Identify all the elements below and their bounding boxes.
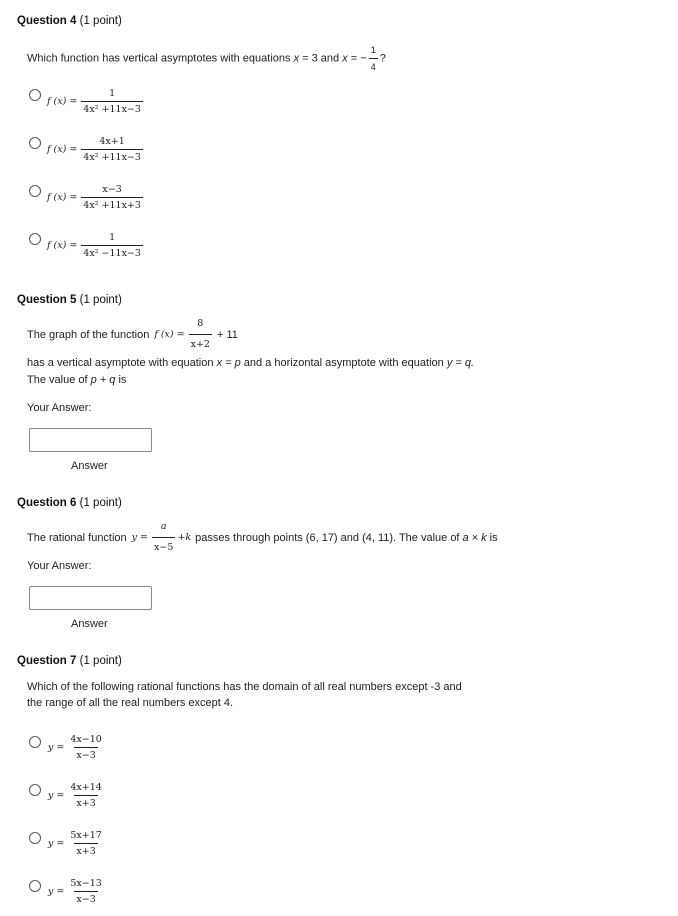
q7-option-1-radio[interactable] bbox=[29, 736, 41, 748]
your-answer-label: Your Answer: bbox=[27, 560, 92, 572]
your-answer-label: Your Answer: bbox=[27, 402, 92, 414]
q7-option-2-expression: y = $\frac{4x+14}{x+3}$ bbox=[48, 782, 102, 809]
q4-option-3-expression: f (x) = $\frac{x-3}{\text{4x² +11x+3}}$ bbox=[47, 184, 141, 211]
question-points: (1 point) bbox=[79, 497, 122, 509]
q4-option-1-radio[interactable] bbox=[29, 89, 41, 101]
question-5-heading bbox=[17, 294, 122, 306]
question-number: Question 5 bbox=[17, 294, 77, 306]
question-7-line-2: the range of all the real numbers except 4. bbox=[27, 697, 234, 709]
question-4-heading bbox=[17, 15, 122, 27]
question-points: (1 point) bbox=[79, 15, 122, 27]
question-5-line-2: has a vertical asymptote with equation x = p and a horizontal asymptote with equation y = q. bbox=[27, 357, 475, 369]
q4-option-1-expression: f (x) = $\frac{1}{\text{4x² +11x−3}}$ bbox=[47, 88, 141, 115]
q6-answer-input[interactable] bbox=[29, 586, 152, 610]
q7-option-4-radio[interactable] bbox=[29, 880, 41, 892]
question-7-line-1: Which of the following rational functions has the domain of all real numbers except -3 and bbox=[27, 681, 462, 693]
q4-option-4-radio[interactable] bbox=[29, 233, 41, 245]
question-number: Question 6 bbox=[17, 497, 77, 509]
q5-answer-input[interactable] bbox=[29, 428, 152, 452]
q7-option-1-expression: y = $\frac{4x-10}{x-3}$ bbox=[48, 734, 102, 761]
question-number: Question 7 bbox=[17, 655, 77, 667]
question-6-prompt: The rational function y = $\frac{a}{x-5}$ +k passes through points (6, 17) and (4, 11). The value of a × k is bbox=[27, 519, 498, 556]
q4-option-4-expression: f (x) = $\frac{1}{\text{4x² −11x−3}}$ bbox=[47, 232, 141, 259]
q4-option-3-radio[interactable] bbox=[29, 185, 41, 197]
question-7-heading bbox=[17, 655, 122, 667]
q7-option-3-expression: y = $\frac{5x+17}{x+3}$ bbox=[48, 830, 102, 857]
fraction: $\frac{1}{4}$ bbox=[369, 42, 378, 75]
question-number: Question 4 bbox=[17, 15, 77, 27]
q4-option-2-expression: f (x) = $\frac{4x+1}{\text{4x² +11x−3}}$ bbox=[47, 136, 141, 163]
question-6-heading bbox=[17, 497, 122, 509]
q7-option-3-radio[interactable] bbox=[29, 832, 41, 844]
question-5-prompt: The graph of the function f (x) = $\frac{8}{x+2}$ + 11 bbox=[27, 316, 238, 353]
q4-option-2-radio[interactable] bbox=[29, 137, 41, 149]
answer-caption: Answer bbox=[71, 618, 108, 630]
q7-option-2-radio[interactable] bbox=[29, 784, 41, 796]
q7-option-4-expression: y = $\frac{5x-13}{x-3}$ bbox=[48, 878, 102, 905]
answer-caption: Answer bbox=[71, 460, 108, 472]
question-5-line-3: The value of p + q is bbox=[27, 374, 127, 386]
question-points: (1 point) bbox=[79, 294, 122, 306]
question-4-prompt: Which function has vertical asymptotes with equations x = 3 and x = − $\frac{1}{4}$ ? bbox=[27, 42, 386, 75]
question-points: (1 point) bbox=[79, 655, 122, 667]
